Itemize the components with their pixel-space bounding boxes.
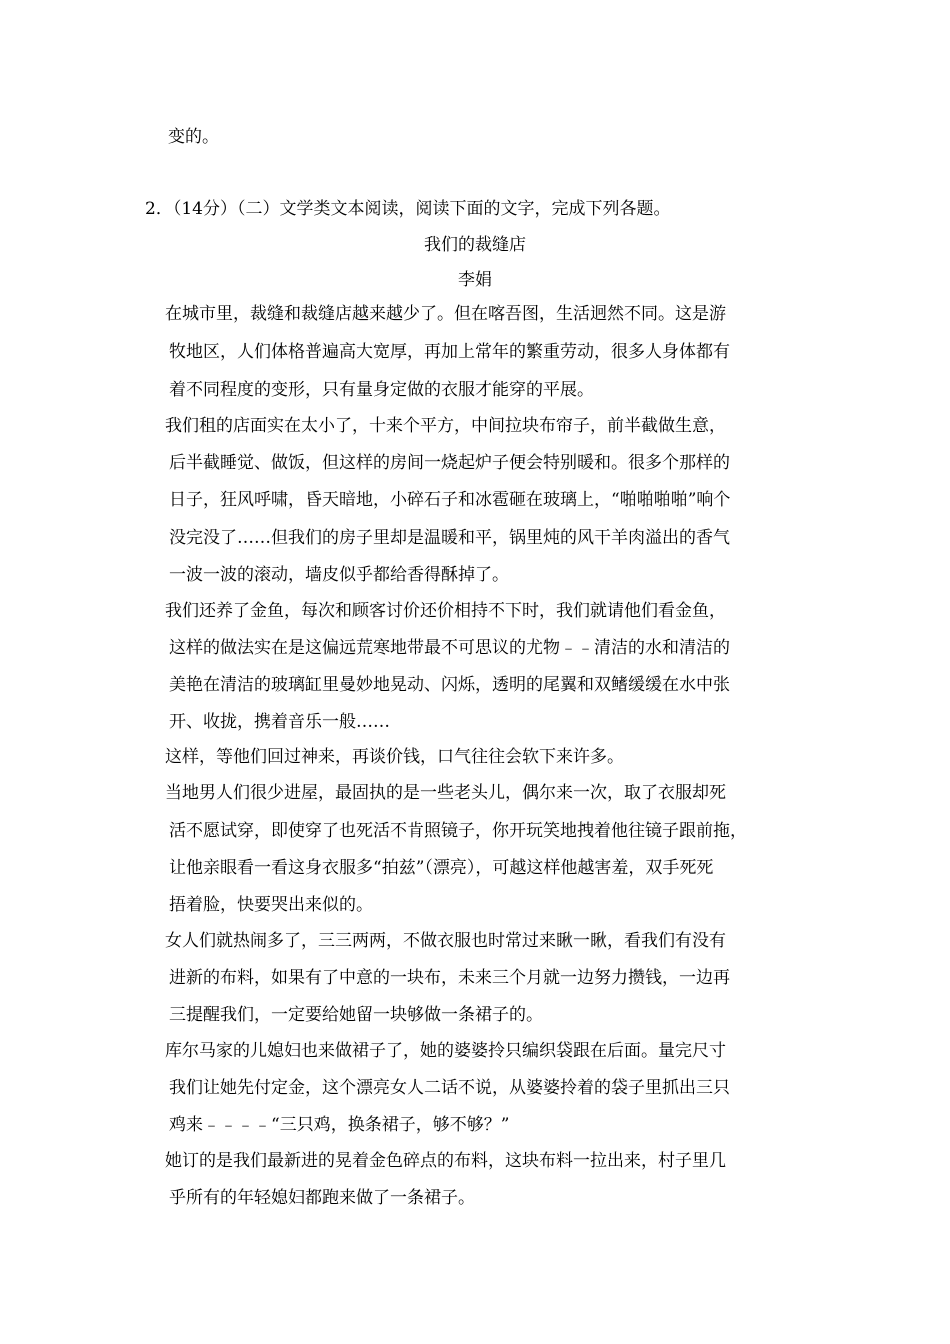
paragraph-line: 这样的做法实在是这偏远荒寒地带最不可思议的尤物﹣﹣清洁的水和清洁的 [169,638,730,658]
question-heading: 2．（14分）（二）文学类文本阅读，阅读下面的文字，完成下列各题。 [145,199,671,219]
article-author: 李娟 [458,270,492,290]
paragraph-line: 这样，等他们回过神来，再谈价钱，口气往往会软下来许多。 [165,747,624,767]
paragraph-line: 捂着脸，快要哭出来似的。 [169,895,373,915]
paragraph-line: 当地男人们很少进屋，最固执的是一些老头儿，偶尔来一次，取了衣服却死 [165,783,726,803]
paragraph-line: 一波一波的滚动，墙皮似乎都给香得酥掉了。 [169,565,509,585]
paragraph-line: 着不同程度的变形，只有量身定做的衣服才能穿的平展。 [169,380,594,400]
paragraph-line: 活不愿试穿，即使穿了也死活不肯照镜子，你开玩笑地拽着他往镜子跟前拖， [169,821,747,841]
paragraph-line: 她订的是我们最新进的晃着金色碎点的布料，这块布料一拉出来，村子里几 [165,1151,726,1171]
paragraph-line: 库尔马家的儿媳妇也来做裙子了，她的婆婆拎只编织袋跟在后面。量完尺寸 [165,1041,726,1061]
paragraph-line: 女人们就热闹多了，三三两两，不做衣服也时常过来瞅一瞅，看我们有没有 [165,931,726,951]
paragraph-line: 开、收拢，携着音乐一般…… [169,712,390,732]
paragraph-line: 我们租的店面实在太小了，十来个平方，中间拉块布帘子，前半截做生意， [165,416,726,436]
paragraph-line: 鸡来﹣﹣﹣﹣“三只鸡，换条裙子，够不够？” [169,1115,510,1135]
paragraph-line: 日子，狂风呼啸，昏天暗地，小碎石子和冰雹砸在玻璃上，“啪啪啪啪”响个 [169,490,731,510]
paragraph-line: 进新的布料，如果有了中意的一块布，未来三个月就一边努力攒钱，一边再 [169,968,730,988]
paragraph-line: 三提醒我们，一定要给她留一块够做一条裙子的。 [169,1005,543,1025]
paragraph-line: 在城市里，裁缝和裁缝店越来越少了。但在喀吾图，生活迥然不同。这是游 [165,304,726,324]
paragraph-line: 美艳在清洁的玻璃缸里曼妙地晃动、闪烁，透明的尾翼和双鳍缓缓在水中张 [169,675,730,695]
paragraph-line: 没完没了……但我们的房子里却是温暖和平，锅里炖的风干羊肉溢出的香气 [169,528,730,548]
paragraph-line: 乎所有的年轻媳妇都跑来做了一条裙子。 [169,1188,475,1208]
paragraph-line: 我们还养了金鱼，每次和顾客讨价还价相持不下时，我们就请他们看金鱼， [165,601,726,621]
paragraph-line: 牧地区，人们体格普遍高大宽厚，再加上常年的繁重劳动，很多人身体都有 [169,342,730,362]
article-title: 我们的裁缝店 [424,235,526,255]
paragraph-line: 我们让她先付定金，这个漂亮女人二话不说，从婆婆拎着的袋子里抓出三只 [169,1078,730,1098]
paragraph-line: 后半截睡觉、做饭，但这样的房间一烧起炉子便会特别暖和。很多个那样的 [169,453,730,473]
continued-text-line: 变的。 [168,127,219,147]
paragraph-line: 让他亲眼看一看这身衣服多“拍兹”（漂亮），可越这样他越害羞，双手死死 [169,858,714,878]
